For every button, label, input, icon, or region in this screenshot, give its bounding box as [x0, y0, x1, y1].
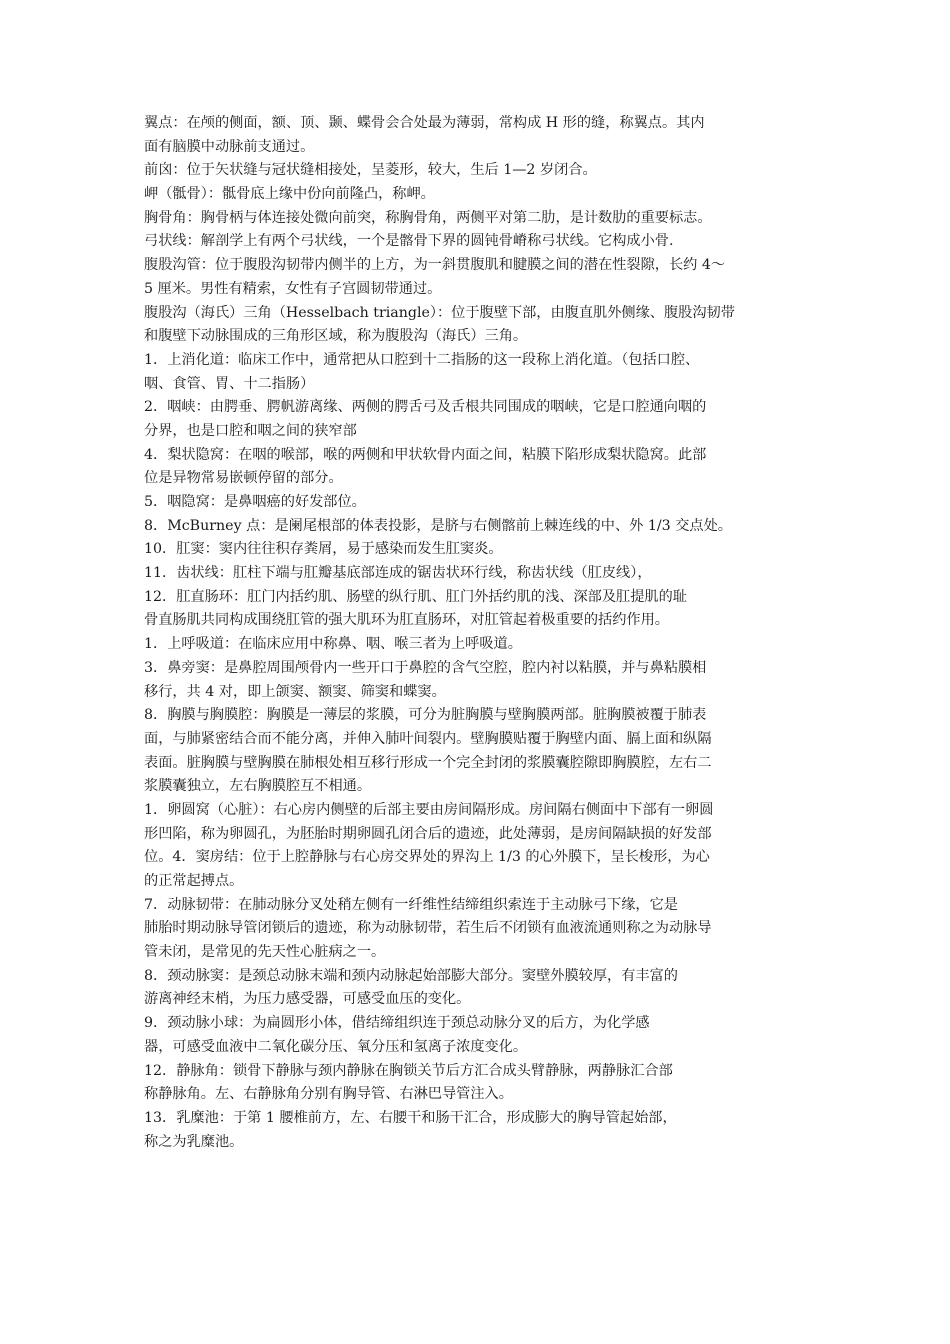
text-line: 1．卵圆窝（心脏）：右心房内侧壁的后部主要由房间隔形成。房间隔右侧面中下部有一卵圆	[144, 801, 714, 818]
text-line: 9．颈动脉小球：为扁圆形小体，借结缔组织连于颈总动脉分叉的后方，为化学感	[144, 1015, 650, 1032]
text-line: 胸骨角：胸骨柄与体连接处微向前突，称胸骨角，两侧平对第二肋，是计数肋的重要标志。	[144, 209, 712, 226]
text-line: 5 厘米。男性有精索，女性有子宫圆韧带通过。	[144, 280, 442, 297]
text-line: 称之为乳糜池。	[144, 1133, 244, 1150]
text-line: 位是异物常易嵌顿停留的部分。	[144, 470, 343, 487]
text-line: 弓状线：解剖学上有两个弓状线，一个是髂骨下界的圆钝骨嵴称弓状线。它构成小骨.	[144, 233, 674, 250]
text-line: 13．乳糜池：于第 1 腰椎前方，左、右腰干和肠干汇合，形成膨大的胸导管起始部，	[144, 1109, 677, 1126]
text-line: 称静脉角。左、右静脉角分别有胸导管、右淋巴导管注入。	[144, 1086, 513, 1103]
text-line: 表面。脏胸膜与壁胸膜在肺根处相互移行形成一个完全封闭的浆膜囊腔隙即胸膜腔，左右二	[144, 754, 712, 771]
text-line: 肺胎时期动脉导管闭锁后的遗迹，称为动脉韧带，若生后不闭锁有血液流通则称之为动脉导	[144, 920, 712, 937]
text-line: 1．上呼吸道：在临床应用中称鼻、咽、喉三者为上呼吸道。	[144, 636, 522, 653]
text-line: 3．鼻旁窦：是鼻腔周围颅骨内一些开口于鼻腔的含气空腔，腔内衬以粘膜，并与鼻粘膜相	[144, 659, 707, 676]
text-line: 腹股沟管：位于腹股沟韧带内侧半的上方，为一斜贯腹肌和腱膜之间的潜在性裂隙，长约 4～	[144, 257, 726, 274]
text-line: 前囟：位于矢状缝与冠状缝相接处，呈菱形，较大，生后 1—2 岁闭合。	[144, 162, 597, 179]
text-line: 1．上消化道：临床工作中，通常把从口腔到十二指肠的这一段称上消化道。（包括口腔、	[144, 351, 700, 368]
text-line: 腹股沟（海氏）三角（Hesselbach triangle）：位于腹壁下部，由腹直肌外侧缘、腹股沟韧带	[144, 304, 735, 321]
text-line: 12．静脉角：锁骨下静脉与颈内静脉在胸锁关节后方汇合成头臂静脉，两静脉汇合部	[144, 1062, 673, 1079]
document-body	[144, 112, 812, 1154]
text-line: 咽、食管、胃、十二指肠）	[144, 375, 315, 392]
text-line: 的正常起搏点。	[144, 873, 244, 889]
text-line: 翼点：在颅的侧面，额、顶、颞、蝶骨会合处最为薄弱，常构成 H 形的缝，称翼点。其内	[144, 115, 705, 131]
text-line: 分界，也是口腔和咽之间的狭窄部	[144, 422, 357, 439]
text-line: 8．McBurney 点：是阑尾根部的体表投影，是脐与右侧髂前上棘连线的中、外 1/3 交点处。	[144, 517, 732, 534]
text-line: 12．肛直肠环：肛门内括约肌、肠壁的纵行肌、肛门外括约肌的浅、深部及肛提肌的耻	[144, 588, 687, 605]
text-line: 2．咽峡：由腭垂、腭帆游离缘、两侧的腭舌弓及舌根共同围成的咽峡，它是口腔通向咽的	[144, 399, 707, 416]
text-line: 移行，共 4 对，即上颌窦、额窦、筛窦和蝶窦。	[144, 683, 446, 700]
text-line: 5．咽隐窝：是鼻咽癌的好发部位。	[144, 494, 366, 510]
text-line: 4．梨状隐窝：在咽的喉部，喉的两侧和甲状软骨内面之间，粘膜下陷形成梨状隐窝。此部	[144, 446, 707, 463]
text-line: 8．胸膜与胸膜腔：胸膜是一薄层的浆膜，可分为脏胸膜与壁胸膜两部。脏胸膜被覆于肺表	[144, 707, 707, 724]
text-line: 岬（骶骨）：骶骨底上缘中份向前隆凸，称岬。	[144, 186, 435, 203]
text-line: 7．动脉韧带：在肺动脉分叉处稍左侧有一纤维性结缔组织索连于主动脉弓下缘，它是	[144, 896, 678, 913]
text-line: 管未闭，是常见的先天性心脏病之一。	[144, 944, 386, 961]
text-line: 游离神经末梢，为压力感受器，可感受血压的变化。	[144, 991, 471, 1008]
text-line: 和腹壁下动脉围成的三角形区域，称为腹股沟（海氏）三角。	[144, 328, 528, 345]
text-line: 形凹陷，称为卵圆孔，为胚胎时期卵圆孔闭合后的遗迹，此处薄弱，是房间隔缺损的好发部	[144, 825, 712, 842]
text-line: 位。4．窦房结：位于上腔静脉与右心房交界处的界沟上 1/3 的心外膜下，呈长梭形，为心	[144, 849, 710, 866]
text-line: 骨直肠肌共同构成围绕肛管的强大肌环为肛直肠环，对肛管起着极重要的括约作用。	[144, 612, 669, 629]
text-line: 10．肛窦：窦内往往积存粪屑，易于感染而发生肛窦炎。	[144, 541, 503, 558]
text-line: 11．齿状线：肛柱下端与肛瓣基底部连成的锯齿状环行线，称齿状线（肛皮线），	[144, 565, 652, 582]
text-line: 面有脑膜中动脉前支通过。	[144, 138, 315, 155]
text-line: 器，可感受血液中二氧化碳分压、氧分压和氢离子浓度变化。	[144, 1038, 528, 1055]
text-line: 浆膜囊独立，左右胸膜腔互不相通。	[144, 778, 372, 795]
text-line: 8．颈动脉窦：是颈总动脉末端和颈内动脉起始部膨大部分。窦壁外膜较厚，有丰富的	[144, 967, 678, 984]
text-line: 面，与肺紧密结合而不能分离，并伸入肺叶间裂内。壁胸膜贴覆于胸壁内面、膈上面和纵隔	[144, 730, 712, 747]
